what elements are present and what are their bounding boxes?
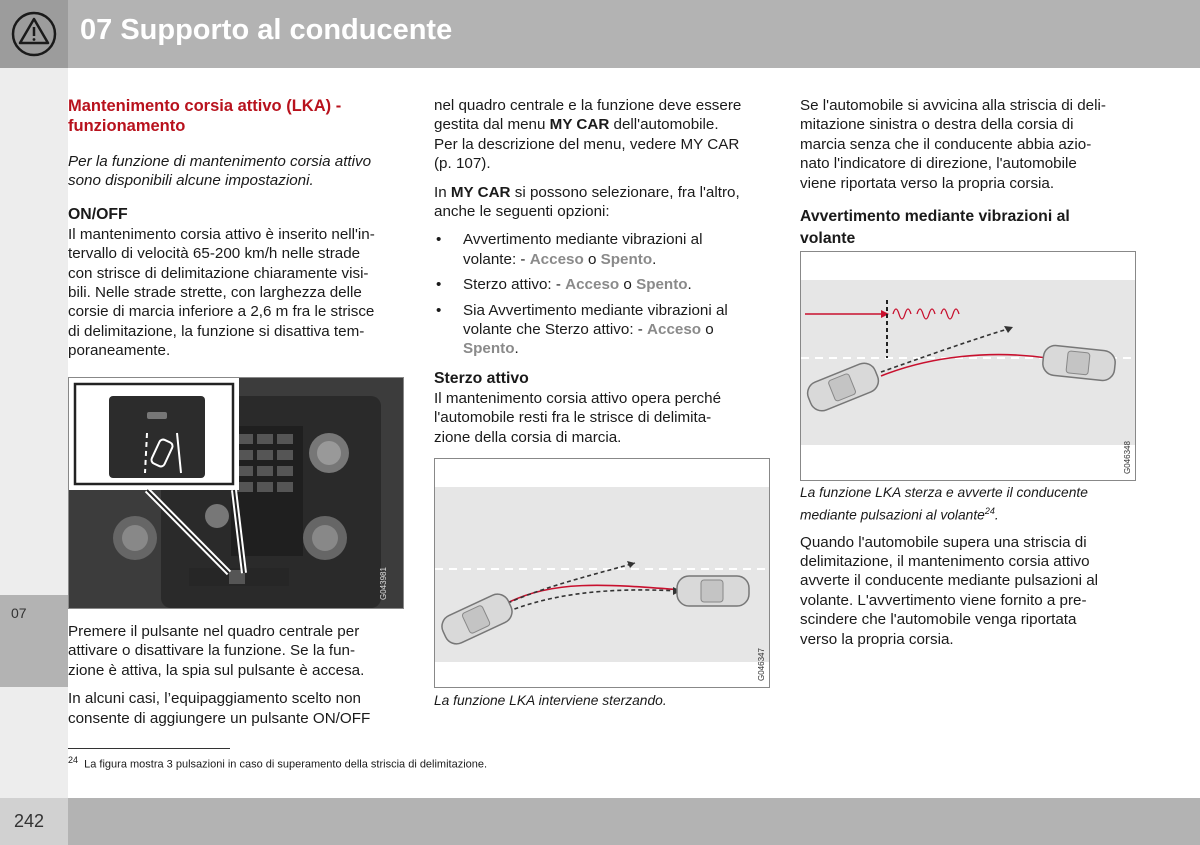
list-item (434, 275, 770, 294)
options-intro (434, 183, 770, 222)
menu-name: MY CAR (549, 116, 610, 134)
column-3-lower (800, 484, 1140, 649)
menu-name: MY CAR (450, 183, 511, 201)
text-line: nato l'indicatore di direzione, l'automobile (800, 155, 1077, 173)
list-item (434, 301, 770, 359)
text-line: viene riportata verso la propria corsia. (800, 174, 1055, 192)
text-fragment: . (687, 276, 692, 294)
text-line: attivare o disattivare la funzione. Se la fun- (68, 642, 356, 660)
text-fragment: In (434, 183, 451, 201)
text-line: anche le seguenti opzioni: (434, 203, 610, 221)
steering-text (434, 389, 770, 447)
text-fragment: o (701, 321, 714, 339)
text-fragment: dell'automobile. (609, 116, 719, 134)
text-line: consente di aggiungere un pulsante ON/OFF (68, 709, 371, 727)
caption-line: La funzione LKA sterza e avverte il conducente (800, 485, 1088, 500)
text-fragment: o (583, 250, 601, 268)
intro-text (800, 96, 1140, 193)
text-fragment: si possono selezionare, fra l'altro, (510, 183, 740, 201)
chapter-title: 07 Supporto al conducente (80, 14, 453, 46)
text-line: marcia senza che il conducente abbia azio- (800, 135, 1092, 153)
text-line: zione della corsia di marcia. (434, 428, 622, 446)
text-fragment: o (619, 276, 637, 294)
text-fragment: volante che Sterzo attivo: - (463, 321, 648, 339)
figure-caption: La funzione LKA interviene sterzando. (434, 693, 667, 708)
text-line: avverte il conducente mediante pulsazioni al (800, 572, 1099, 590)
text-line: mitazione sinistra o destra della corsia di (800, 116, 1074, 134)
text-line: nel quadro centrale e la funzione deve essere (434, 97, 742, 114)
text-line: tervallo di velocità 65-200 km/h nelle strade (68, 245, 361, 263)
text-line: Per la descrizione del menu, vedere MY CAR (434, 135, 740, 153)
text-fragment: . (994, 507, 999, 523)
intro-text: Per la funzione di mantenimento corsia attivo sono disponibili alcune impostazioni. (68, 153, 372, 190)
steering-heading: Sterzo attivo (434, 369, 529, 387)
text-line: zione è attiva, la spia sul pulsante è accesa. (68, 661, 365, 679)
lka-vibration-illustration (801, 252, 1135, 480)
vibration-heading (800, 206, 1140, 250)
warning-triangle-icon (0, 0, 68, 68)
caption-line: mediante pulsazioni al volante (800, 507, 985, 523)
text-line: Avvertimento mediante vibrazioni al (463, 231, 703, 249)
text-line: Il mantenimento corsia attivo opera perché (434, 389, 722, 407)
option-off: Spento (636, 276, 688, 294)
text-line: con strisce di delimitazione chiaramente visi- (68, 264, 369, 282)
lka-steering-illustration (435, 459, 769, 687)
text-line: In alcuni casi, l’equipaggiamento scelto non (68, 690, 361, 708)
footnote-rule (68, 748, 230, 749)
text-line: Se l'automobile si avvicina alla striscia di deli- (800, 97, 1106, 114)
option-on: Acceso (529, 250, 584, 268)
chapter-tab-label: 07 (11, 605, 27, 621)
text-line: delimitazione, il mantenimento corsia attivo (800, 553, 1090, 570)
center-console-illustration (69, 378, 403, 608)
figure-code: G046347 (757, 648, 766, 681)
continued-text (434, 96, 770, 174)
vibration-text (800, 533, 1140, 649)
text-line: Sia Avvertimento mediante vibrazioni al (463, 301, 728, 319)
text-line: (p. 107). (434, 155, 491, 173)
column-1-lower (68, 622, 404, 737)
page-number: 242 (14, 811, 45, 831)
text-line: l'automobile resti fra le strisce di delimita- (434, 409, 712, 427)
option-on: Acceso (647, 321, 702, 339)
text-line: corsie di marcia inferiore a 2,6 m fra le strisce (68, 303, 375, 321)
column-2 (434, 96, 770, 447)
option-off: Spento (600, 250, 653, 268)
text-line: di delimitazione, la funzione si disattiva tem- (68, 322, 365, 340)
text-line: Quando l'automobile supera una striscia di (800, 533, 1087, 551)
option-on: Acceso (565, 276, 620, 294)
text-line: poraneamente. (68, 342, 171, 360)
footnote-number: 24 (68, 755, 79, 765)
footer-band (0, 798, 1200, 845)
heading-line: Avvertimento mediante vibrazioni al (800, 208, 1070, 226)
footnote (68, 755, 487, 771)
text-line: gestita dal menu (434, 116, 550, 134)
text-line: volante. L'avvertimento viene fornito a pre- (800, 591, 1087, 609)
onoff-heading: ON/OFF (68, 205, 128, 223)
text-line: Premere il pulsante nel quadro centrale per (68, 623, 360, 640)
press-text (68, 622, 404, 680)
figure-code: G046348 (1123, 441, 1132, 474)
lka-vibration-figure (800, 251, 1136, 481)
heading-line: volante (800, 230, 856, 248)
footnote-text: La figura mostra 3 pulsazioni in caso di superamento della striscia di delimitazione. (84, 758, 488, 771)
column-1 (68, 96, 404, 361)
center-console-figure (68, 377, 404, 609)
side-bar (0, 68, 68, 798)
option-off: Spento (463, 340, 515, 358)
header-icon-box (0, 0, 68, 68)
text-fragment: Sterzo attivo: - (463, 276, 566, 294)
figure-caption (800, 484, 1140, 525)
text-fragment: . (652, 250, 657, 268)
text-fragment: . (514, 340, 519, 358)
text-line: bili. Nelle strade strette, con larghezza delle (68, 284, 362, 302)
lka-steering-figure (434, 458, 770, 688)
column-3 (800, 96, 1140, 250)
cases-text (68, 689, 404, 728)
figure-code: G043981 (379, 567, 388, 600)
section-heading: Mantenimento corsia attivo (LKA) - funzionamento (68, 97, 342, 135)
onoff-text (68, 225, 404, 361)
text-line: Il mantenimento corsia attivo è inserito nell'in- (68, 225, 375, 243)
text-line: verso la propria corsia. (800, 630, 954, 648)
footnote-ref: 24 (984, 506, 995, 516)
options-list (434, 230, 770, 358)
text-fragment: volante: - (463, 250, 530, 268)
list-item (434, 230, 770, 269)
text-line: scindere che l'automobile venga riportata (800, 611, 1077, 629)
